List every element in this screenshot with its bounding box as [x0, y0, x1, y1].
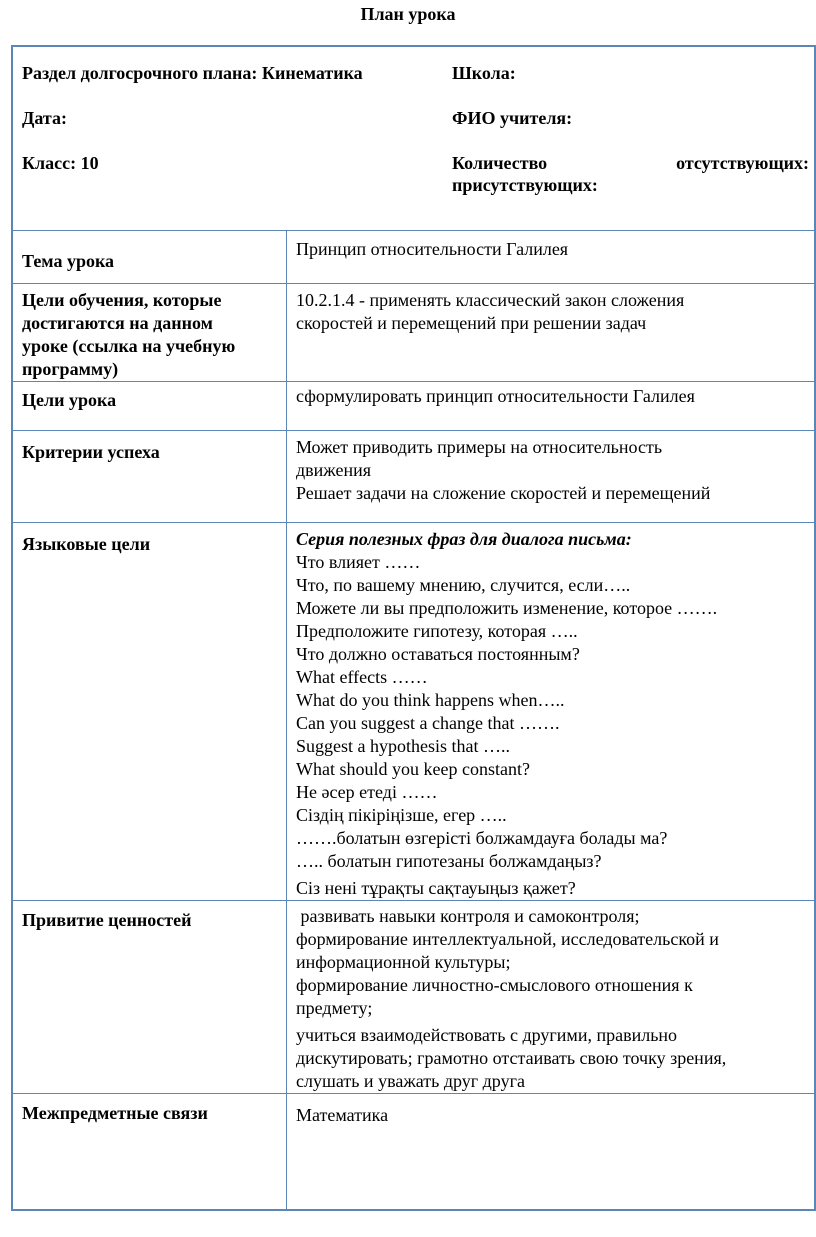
- language-heading: Серия полезных фраз для диалога письма:: [296, 529, 632, 549]
- class-field: Класс: 10: [22, 153, 99, 173]
- row-divider: [11, 230, 816, 231]
- lesson-goals-value: сформулировать принцип относительности Галилея: [296, 386, 695, 406]
- topic-label: Тема урока: [22, 251, 115, 271]
- attendance-line2: присутствующих:: [452, 175, 598, 195]
- date-field: Дата:: [22, 108, 67, 128]
- row-divider: [11, 381, 816, 382]
- lesson-goals-label: Цели урока: [22, 390, 117, 410]
- section-field: Раздел долгосрочного плана: Кинематика: [22, 63, 363, 83]
- attendance-word2: отсутствующих:: [676, 153, 809, 173]
- language-goals-value: Серия полезных фраз для диалога письма: Что влияет …… Что, по вашему мнению, случится, если….. Можете ли вы предположить изменение, которое ……. Предположите гипотезу, которая ….. Что должно оставаться постоянным? What effects …… What do you think happens when….. Can you suggest a change that ……. Suggest a hypothesis that ….. What should you keep constant? Не әсер етеді …… Сіздің пікіріңізше, егер ….. …….болатын өзгерісті болжамдауға болады ма? ….. болатын гипотезаны болжамдаңыз? Сіз нені тұрақты сақтауыңыз қажет?: [296, 528, 808, 900]
- row-divider: [11, 1093, 816, 1094]
- page-title: План урока: [360, 4, 456, 24]
- teacher-field: ФИО учителя:: [452, 108, 573, 128]
- language-goals-label: Языковые цели: [22, 534, 151, 554]
- attendance-field: [452, 152, 809, 196]
- topic-value: Принцип относительности Галилея: [296, 239, 569, 259]
- row-divider: [11, 900, 816, 901]
- values-value: развивать навыки контроля и самоконтроля; формирование интеллектуальной, исследовательской и информационной культуры; формирование личностно-смыслового отношения к предмету; учиться взаимодействовать с другими, правильно дискутировать; грамотно отстаивать свою точку зрения, слушать и уважать друг друга: [296, 906, 727, 1091]
- links-value: Математика: [296, 1105, 389, 1125]
- values-label: Привитие ценностей: [22, 910, 192, 930]
- school-field: Школа:: [452, 63, 516, 83]
- learning-goals-label: Цели обучения, которые достигаются на данном уроке (ссылка на учебную программу): [22, 290, 236, 379]
- row-divider: [11, 522, 816, 523]
- row-divider: [11, 283, 816, 284]
- links-label: Межпредметные связи: [22, 1103, 208, 1123]
- row-divider: [11, 430, 816, 431]
- criteria-value: Может приводить примеры на относительность движения Решает задачи на сложение скоростей и перемещений: [296, 437, 711, 503]
- column-divider: [286, 230, 287, 1210]
- criteria-label: Критерии успеха: [22, 442, 160, 462]
- attendance-word1: Количество: [452, 153, 548, 173]
- learning-goals-value: 10.2.1.4 - применять классический закон сложения скоростей и перемещений при решении задач: [296, 290, 685, 333]
